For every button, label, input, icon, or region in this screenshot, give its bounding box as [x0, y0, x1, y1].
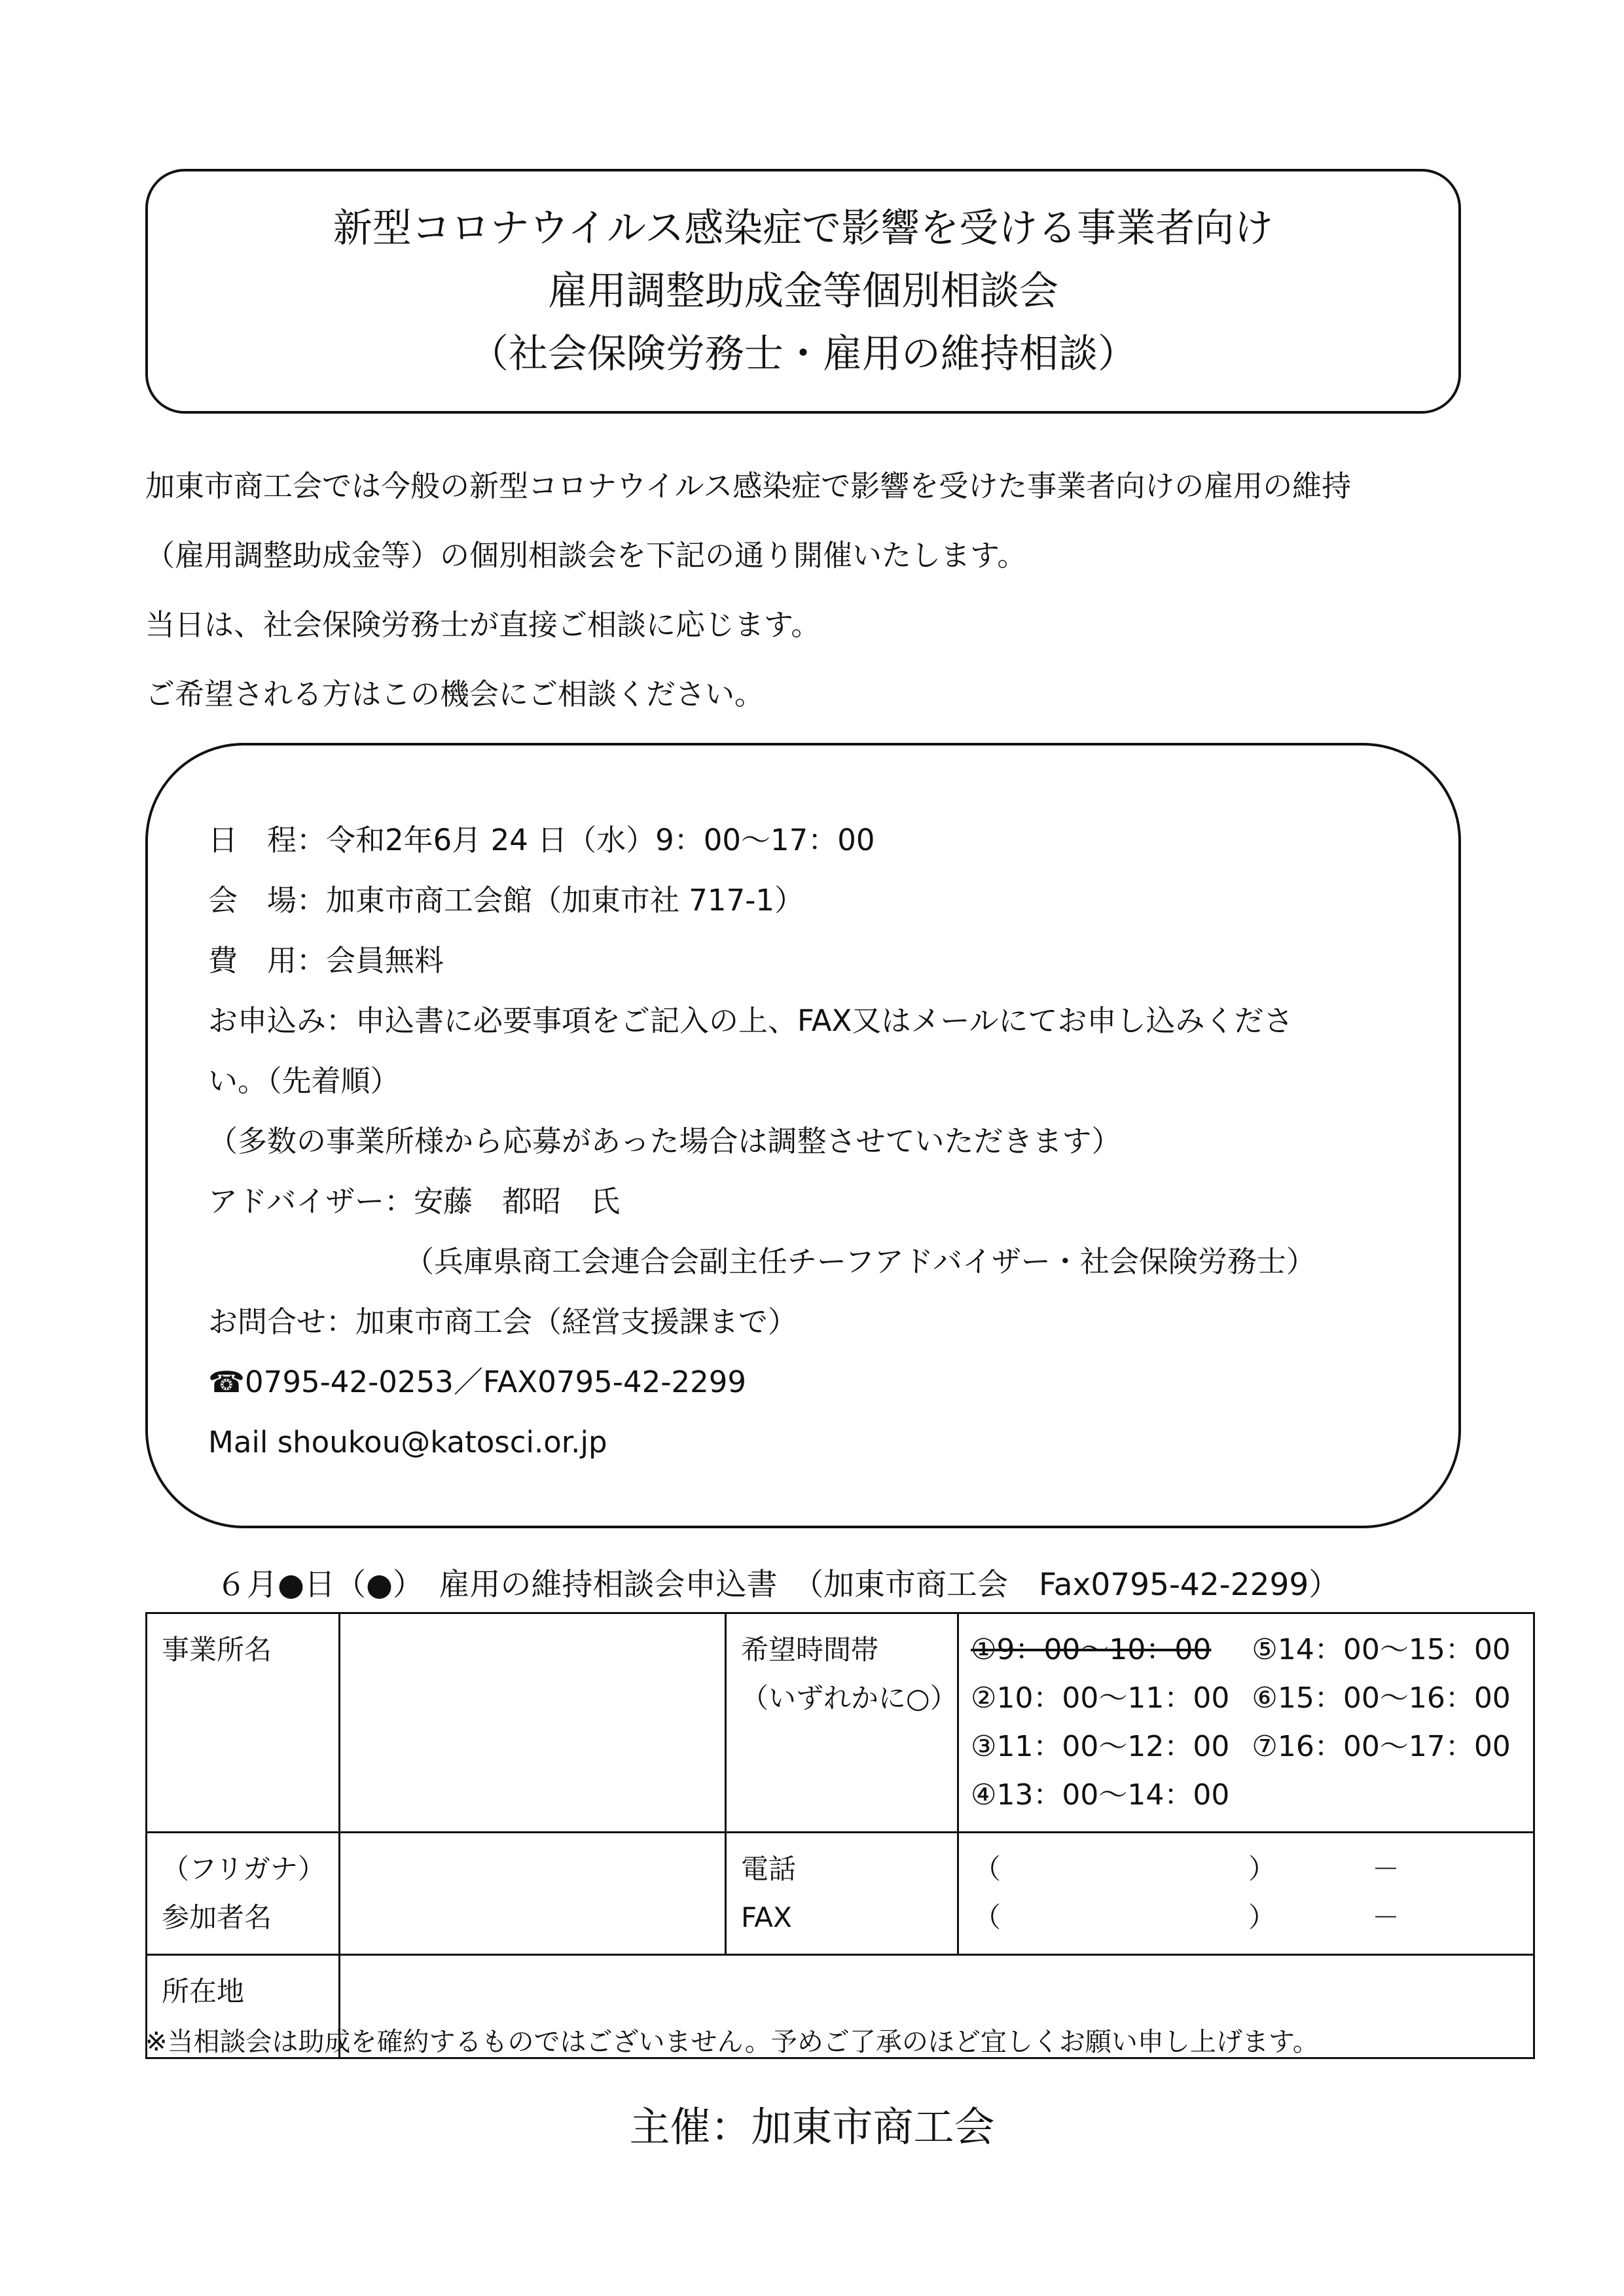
disclaimer-note: ※当相談会は助成を確約するものではございません。予めご了承のほど宜しくお願い申し上げます。 [145, 2027, 1319, 2057]
time-label-cell [726, 1613, 958, 1833]
phone-label: 電話 [741, 1853, 797, 1885]
time-slot-4[interactable]: ④13：00～14：00 [971, 1778, 1230, 1812]
time-label-note: （いずれかに○） [741, 1682, 958, 1714]
intro-paragraph [145, 452, 1494, 729]
apply-line-2: い。（先着順） [208, 1064, 400, 1098]
fee-line: 費 用：会員無料 [208, 943, 444, 978]
title-line-1: 新型コロナウイルス感染症で影響を受ける事業者向け [333, 206, 1274, 251]
time-slot-6[interactable]: ⑥15：00～16：00 [1252, 1681, 1511, 1715]
time-slot-options[interactable] [958, 1613, 1534, 1833]
participant-field[interactable] [340, 1833, 726, 1955]
contact-label-cell [726, 1833, 958, 1955]
intro-line-1: 加東市商工会では今般の新型コロナウイルス感染症で影響を受けた事業者向けの雇用の維持 [145, 469, 1352, 503]
participant-label: 参加者名 [162, 1901, 272, 1933]
fax-label: FAX [741, 1901, 792, 1933]
time-slot-2[interactable]: ②10：00～11：00 [971, 1681, 1230, 1715]
business-name-field[interactable] [340, 1613, 726, 1833]
schedule-line: 日 程：令和2年6月 24 日（水）9：00～17：00 [208, 823, 875, 857]
slots-right-column [1252, 1626, 1510, 1820]
form-title: ６月●日（●） 雇用の維持相談会申込書 （加東市商工会 Fax0795-42-2299） [216, 1567, 1340, 1603]
slots-left-column [971, 1626, 1229, 1820]
advisor-line: アドバイザー：安藤 都昭 氏 [208, 1184, 621, 1219]
phone-line: ☎0795-42-0253／FAX0795-42-2299 [208, 1365, 746, 1399]
contact-line: お問合せ：加東市商工会（経営支援課まで） [208, 1304, 798, 1339]
venue-line: 会 場：加東市商工会館（加東市社 717-1） [208, 883, 804, 918]
participant-label-cell [147, 1833, 340, 1955]
fax-number-field[interactable]: （ ） － [973, 1901, 1400, 1933]
time-slot-7[interactable]: ⑦16：00～17：00 [1252, 1730, 1511, 1763]
business-name-label: 事業所名 [147, 1613, 340, 1833]
title-line-2: 雇用調整助成金等個別相談会 [548, 268, 1058, 314]
intro-line-3: 当日は、社会保険労務士が直接ご相談に応じます。 [145, 607, 821, 642]
intro-line-4: ご希望される方はこの機会にご相談ください。 [145, 677, 765, 711]
details-list [208, 810, 1439, 1473]
apply-line-3: （多数の事業所様から応募があった場合は調整させていただきます） [208, 1124, 1121, 1158]
phone-number-field[interactable]: （ ） － [973, 1853, 1400, 1885]
application-form-table [145, 1612, 1535, 2059]
contact-number-fields [958, 1833, 1534, 1955]
time-slot-5[interactable]: ⑤14：00～15：00 [1252, 1633, 1511, 1666]
time-slot-3[interactable]: ③11：00～12：00 [971, 1730, 1230, 1763]
time-slot-1[interactable]: ①9：00～10：00 [971, 1633, 1212, 1666]
title-box [145, 169, 1461, 414]
time-label: 希望時間帯 [741, 1634, 879, 1666]
mail-line[interactable]: Mail shoukou@katosci.or.jp [208, 1425, 607, 1460]
organizer-footer: 主催：加東市商工会 [629, 2103, 995, 2151]
advisor-title-line: （兵庫県商工会連合会副主任チーフアドバイザー・社会保険労務士） [405, 1244, 1316, 1279]
intro-line-2: （雇用調整助成金等）の個別相談会を下記の通り開催いたします。 [145, 538, 1027, 573]
address-label: 所在地 [147, 1955, 340, 2058]
furigana-label: （フリガナ） [162, 1853, 325, 1885]
title-line-3: （社会保険労務士・雇用の維持相談） [469, 331, 1137, 377]
apply-line-1: お申込み：申込書に必要事項をご記入の上、FAX又はメールにてお申し込みくださ [208, 1003, 1293, 1038]
